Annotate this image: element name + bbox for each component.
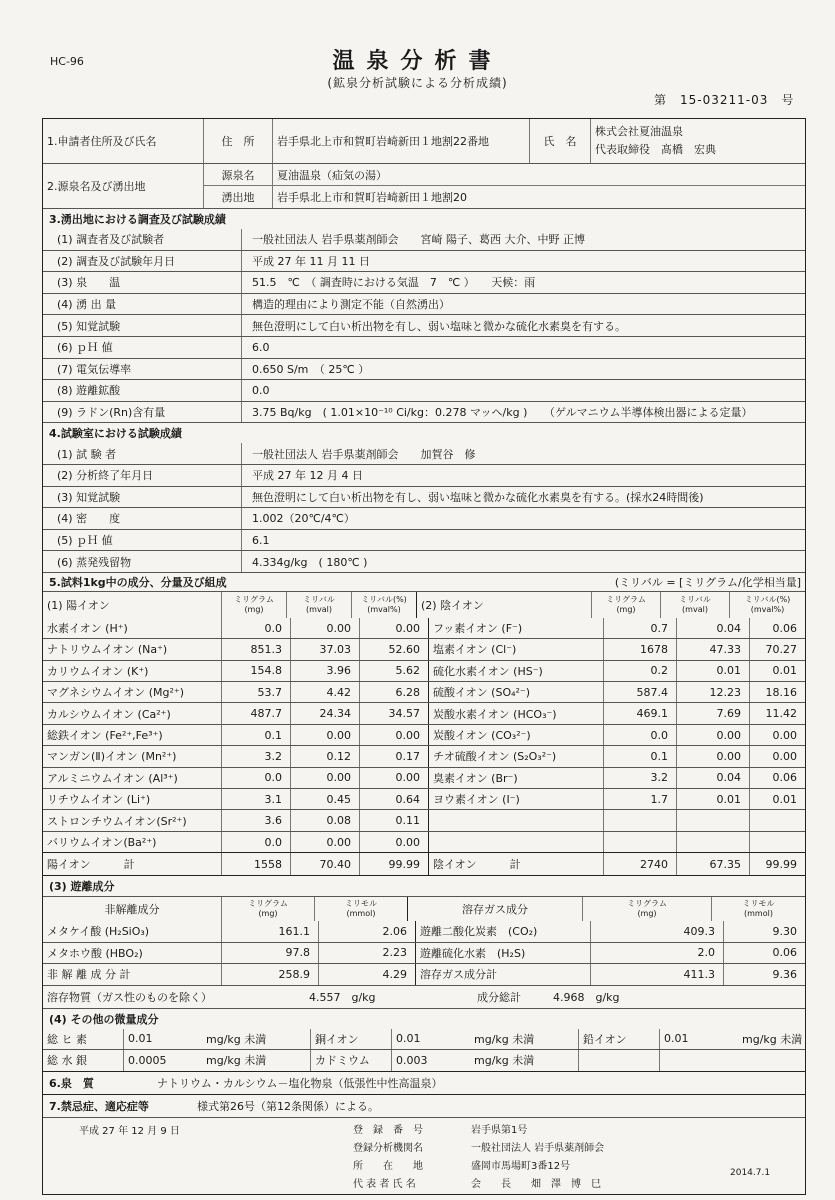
anion-mg: 587.4 [603,682,676,702]
anion-pct: 0.06 [749,768,805,788]
cation-mval: 0.45 [290,789,359,809]
ion-row [43,660,805,681]
s4-item-label: (4) 密 度 [57,512,121,526]
spring-quality-value: ナトリウム・カルシウム－塩化物泉（低張性中性高温泉） [157,1076,443,1090]
anion-pct: 0.01 [749,661,805,681]
section3-items [43,229,805,422]
cation-name: アルミニウムイオン (Al³⁺) [47,771,178,785]
ion-row [43,724,805,745]
spring-quality-row [43,1071,805,1094]
cation-mval: 0.00 [290,618,359,638]
col-pct-unit: (mval%) [367,604,401,614]
free-components-title: (3) 遊離成分 [49,880,115,894]
certification-line [353,1139,805,1154]
nd-mmol: 2.23 [318,943,415,964]
nd-mg: 161.1 [221,921,318,942]
col-mmol-unit-nd: (mmol) [346,909,376,919]
s4-item-value: 一般社団法人 岩手県薬剤師会 加賀谷 修 [241,443,805,464]
anion-name: チオ硫酸イオン (S₂O₃²⁻) [428,746,603,766]
s4-item-label: (6) 蒸発残留物 [57,555,132,569]
anion-pct [749,810,805,830]
cation-name: カルシウムイオン (Ca²⁺) [47,707,171,721]
certification-value: 岩手県第1号 [471,1125,528,1137]
cation-total-label: 陽イオン 計 [47,858,135,872]
cation-pct: 6.28 [359,682,428,702]
anion-mg: 0.1 [603,746,676,766]
trace-row [43,1029,805,1050]
gas-name: 溶存ガス成分計 [415,964,590,985]
ion-row [43,767,805,788]
s4-item-value: 6.1 [241,530,805,551]
cation-pct: 0.00 [359,768,428,788]
anion-pct: 18.16 [749,682,805,702]
anion-mval: 0.01 [676,789,749,809]
s3-item-value: 構造的理由により測定不能（自然湧出） [241,294,805,315]
cation-mval: 3.96 [290,661,359,681]
s4-item-label: (5) ｐＨ 値 [57,534,113,548]
trace-row [43,1049,805,1071]
s3-item-value: 0.0 [241,380,805,401]
trace-value: 0.003 [391,1050,470,1071]
page-subtitle: (鉱泉分析試験による分析成績) [327,76,508,90]
trace-name: 総 水 銀 [47,1054,87,1068]
document-number: 第 15-03211-03 号 [654,93,795,107]
s4-item-row [43,507,805,529]
certification-key: 登録分析機関名 [353,1143,423,1155]
cation-mval: 24.34 [290,703,359,723]
anion-mg [603,810,676,830]
cation-mg: 3.2 [221,746,290,766]
applicant-row [43,119,805,163]
s4-item-label: (2) 分析終了年月日 [57,469,154,483]
spring-location-value: 岩手県北上市和賀町岩崎新田１地割20 [272,186,805,208]
anion-name: 硫化水素イオン (HS⁻) [428,661,603,681]
s3-item-label: (8) 遊離鉱酸 [57,384,121,398]
ion-row [43,745,805,766]
col-mg-unit-nd: (mg) [258,909,278,919]
section5-title: 5.試料1kg中の成分、分量及び組成 [49,575,227,589]
nd-mg: 97.8 [221,943,318,964]
ion-row [43,618,805,638]
trace-title: (4) その他の微量成分 [49,1012,159,1026]
cation-total-mval: 70.40 [290,853,359,875]
col-pct: ミリバル(%) [361,594,407,604]
cation-mg: 3.1 [221,789,290,809]
free-components-header [43,875,805,896]
col-mval-unit-anion: (mval) [682,604,708,614]
company-name: 株式会社夏油温泉 [595,125,683,138]
gas-mmol: 9.30 [723,921,805,942]
gas-mg: 409.3 [590,921,723,942]
cation-name: ナトリウムイオン (Na⁺) [47,643,168,657]
col-mval: ミリバル [303,594,335,604]
s4-item-row [43,529,805,551]
source-name-label: 源泉名 [221,168,255,182]
address-value: 岩手県北上市和賀町岩崎新田１地割22番地 [272,119,529,163]
anion-pct [749,832,805,852]
anion-total-label: 陰イオン 計 [428,853,603,875]
dissolved-value: 4.557 g/kg [309,990,376,1004]
certification-value: 会 長 畑 澤 博 巳 [471,1179,601,1191]
anion-name: 炭酸水素イオン (HCO₃⁻) [428,703,603,723]
ion-row [43,831,805,852]
s3-item-row [43,271,805,293]
name-label: 氏 名 [529,119,590,163]
col-mg-nd: ミリグラム [248,899,288,909]
s3-item-value: 3.75 Bq/kg ( 1.01×10⁻¹⁰ Ci/kg：0.278 マッヘ/kg ) （ゲルマニウム半導体検出器による定量） [241,402,805,423]
anion-mval: 12.23 [676,682,749,702]
s3-item-row [43,379,805,401]
anion-mval [676,810,749,830]
gas-mg: 411.3 [590,964,723,985]
trace-name: カドミウム [310,1050,391,1071]
free-row [43,921,805,942]
gas-name: 遊離硫化水素 (H₂S) [415,943,590,964]
s3-item-label: (9) ラドン(Rn)含有量 [57,406,166,420]
s3-item-value: 51.5 ℃ （ 調査時における気温 7 ℃ ） 天候：雨 [241,272,805,293]
anion-mg: 1678 [603,639,676,659]
anion-mval [676,832,749,852]
cation-mg: 3.6 [221,810,290,830]
col-mg-unit: (mg) [244,604,264,614]
anion-mval: 47.33 [676,639,749,659]
s3-item-row [43,336,805,358]
certification-key: 登 録 番 号 [353,1125,423,1137]
name-value [590,119,805,163]
anion-mg: 1.7 [603,789,676,809]
indications-row [43,1094,805,1117]
col-mg-gas: ミリグラム [627,899,667,909]
ion-row [43,788,805,809]
form-code: HC-96 [50,55,84,68]
ion-row [43,809,805,830]
s3-item-value: 一般社団法人 岩手県薬剤師会 宮崎 陽子、葛西 大介、中野 正博 [241,229,805,250]
cation-mval: 0.00 [290,832,359,852]
anion-mg: 3.2 [603,768,676,788]
anion-mval: 0.04 [676,618,749,638]
cation-mg: 487.7 [221,703,290,723]
nd-mmol: 2.06 [318,921,415,942]
cation-name: バリウムイオン(Ba²⁺) [47,836,157,849]
anion-mval: 0.00 [676,725,749,745]
representative-name: 代表取締役 髙橋 宏典 [595,143,716,156]
anion-total-mg: 2740 [603,853,676,875]
trace-unit: mg/kg 未満 [206,1032,267,1046]
trace-rows [43,1029,805,1071]
trace-name [578,1050,659,1071]
cation-mval: 0.00 [290,768,359,788]
s3-item-value: 0.650 S/m （ 25℃ ） [241,359,805,380]
anion-pct: 0.01 [749,789,805,809]
s4-item-row [43,464,805,486]
certification-lines [353,1118,805,1194]
anion-mval: 0.01 [676,661,749,681]
anion-name [428,832,603,852]
gas-mmol: 9.36 [723,964,805,985]
nondissociated-title: 非解離成分 [104,903,160,917]
cation-mg: 53.7 [221,682,290,702]
trace-name: 銅イオン [310,1029,391,1050]
anion-total-pct: 99.99 [749,853,805,875]
col-mg-unit-gas: (mg) [637,909,657,919]
cation-pct: 0.00 [359,725,428,745]
gas-name: 遊離二酸化炭素 (CO₂) [415,921,590,942]
anion-mg: 0.7 [603,618,676,638]
cation-name: マグネシウムイオン (Mg²⁺) [47,686,184,700]
trace-unit: mg/kg 未満 [474,1054,535,1068]
source-label: 2.源泉名及び湧出地 [47,180,146,193]
anion-title: (2) 陰イオン [416,592,591,618]
gas-mmol: 0.06 [723,943,805,964]
section4-header [43,422,805,443]
s4-item-value: 1.002（20℃/4℃） [241,508,805,529]
cation-pct: 0.17 [359,746,428,766]
indications-value: 様式第26号（第12条関係）による。 [197,1099,379,1113]
free-rows [43,921,805,985]
ion-row [43,638,805,659]
nd-mg: 258.9 [221,964,318,985]
s4-item-row [43,486,805,508]
trace-value [659,1050,738,1071]
col-mg-anion: ミリグラム [606,594,646,604]
s3-item-label: (1) 調査者及び試験者 [57,233,165,247]
anion-name [428,810,603,830]
cation-pct: 34.57 [359,703,428,723]
s3-item-row [43,250,805,272]
section5-header [43,572,805,591]
total-value: 4.968 g/kg [553,990,620,1004]
gas-mg: 2.0 [590,943,723,964]
trace-unit [738,1050,805,1071]
spring-quality-label: 6.泉 質 [49,1076,94,1090]
col-mg: ミリグラム [234,594,274,604]
section3-title: 3.湧出地における調査及び試験成績 [49,213,226,226]
cation-pct: 5.62 [359,661,428,681]
indications-label: 7.禁忌症、適応症等 [49,1099,149,1113]
col-mmol-gas: ミリモル [742,899,775,909]
cation-mg: 0.0 [221,768,290,788]
ion-row [43,702,805,723]
analysis-table [42,118,806,1195]
s3-item-value: 6.0 [241,337,805,358]
dissolved-label: 溶存物質（ガス性のものを除く） [47,990,212,1004]
anion-name: 塩素イオン (Cl⁻) [428,639,603,659]
anion-name: 臭素イオン (Br⁻) [428,768,603,788]
col-pct-anion: ミリバル(%) [744,594,791,604]
ion-row [43,681,805,702]
cation-mg: 0.0 [221,618,290,638]
anion-pct: 11.42 [749,703,805,723]
anion-name: 炭酸イオン (CO₃²⁻) [428,725,603,745]
cation-mval: 0.12 [290,746,359,766]
nd-name: 非 解 離 成 分 計 [47,968,131,982]
anion-mg: 469.1 [603,703,676,723]
gas-title: 溶存ガス成分 [407,897,582,921]
s4-item-value: 無色澄明にして白い析出物を有し、弱い塩味と微かな硫化水素臭を有する。(採水24時間後) [241,487,805,508]
col-mval-unit: (mval) [306,604,332,614]
trace-name: 総 ヒ 素 [47,1032,87,1046]
s3-item-label: (4) 湧 出 量 [57,298,117,312]
ion-rows [43,618,805,852]
col-mmol-unit-gas: (mmol) [744,909,773,919]
total-label: 成分総計 [477,990,521,1004]
section3-header [43,208,805,229]
s3-item-row [43,358,805,380]
cation-title: (1) 陽イオン [47,598,110,612]
free-column-header [43,896,805,921]
nd-name: メタケイ酸 (H₂SiO₃) [47,925,150,939]
cation-name: 総鉄イオン (Fe²⁺,Fe³⁺) [47,729,163,743]
trace-unit: mg/kg 未満 [206,1054,267,1068]
certification-key: 代 表 者 氏 名 [353,1179,416,1191]
free-row [43,963,805,985]
cation-mval: 37.03 [290,639,359,659]
s3-item-label: (2) 調査及び試験年月日 [57,254,176,268]
section4-items [43,443,805,572]
cation-pct: 52.60 [359,639,428,659]
trace-value: 0.01 [123,1029,202,1050]
s4-item-value: 平成 27 年 12 月 4 日 [241,465,805,486]
cation-mval: 4.42 [290,682,359,702]
trace-value: 0.01 [659,1029,738,1050]
s4-item-label: (3) 知覚試験 [57,490,121,504]
s4-item-row [43,550,805,572]
anion-name: 硫酸イオン (SO₄²⁻) [428,682,603,702]
source-row [43,163,805,208]
ion-column-header [43,591,805,618]
anion-total-mval: 67.35 [676,853,749,875]
anion-pct: 0.00 [749,725,805,745]
certification-block [43,1117,805,1194]
anion-name: ヨウ素イオン (I⁻) [428,789,603,809]
anion-mval: 7.69 [676,703,749,723]
anion-name: フッ素イオン (F⁻) [428,618,603,638]
trace-value: 0.0005 [123,1050,202,1071]
cation-total-pct: 99.99 [359,853,428,875]
source-name-value: 夏油温泉（疝気の湯） [272,164,805,185]
col-mval-anion: ミリバル [679,594,711,604]
certification-line [353,1121,805,1136]
dissolved-row [43,985,805,1008]
anion-pct: 0.00 [749,746,805,766]
cation-pct: 0.11 [359,810,428,830]
trace-unit: mg/kg 未満 [474,1032,535,1046]
trace-unit: mg/kg 未満 [742,1032,803,1046]
section4-title: 4.試験室における試験成績 [49,427,182,441]
s3-item-label: (3) 泉 温 [57,276,121,290]
form-revision-date: 2014.7.1 [730,1168,771,1178]
issue-date: 平成 27 年 12 月 9 日 [79,1125,180,1137]
s3-item-value: 平成 27 年 11 月 11 日 [241,251,805,272]
anion-mg [603,832,676,852]
applicant-label: 1.申請者住所及び氏名 [47,135,157,148]
s3-item-row [43,314,805,336]
col-mg-unit-anion: (mg) [616,604,636,614]
cation-mval: 0.08 [290,810,359,830]
spring-location-label: 湧出地 [221,191,255,204]
page-title: 温泉分析書 [332,49,503,74]
s3-item-label: (7) 電気伝導率 [57,362,132,376]
s3-item-row [43,229,805,250]
s3-item-row [43,293,805,315]
anion-mg: 0.0 [603,725,676,745]
address-label: 住 所 [203,119,272,163]
certification-key: 所 在 地 [353,1161,423,1173]
cation-pct: 0.64 [359,789,428,809]
cation-name: カリウムイオン (K⁺) [47,664,149,678]
cation-name: 水素イオン (H⁺) [47,622,128,636]
s3-item-label: (5) 知覚試験 [57,319,121,333]
s4-item-value: 4.334g/kg ( 180℃ ) [241,551,805,572]
trace-value: 0.01 [391,1029,470,1050]
cation-pct: 0.00 [359,832,428,852]
cation-mg: 0.1 [221,725,290,745]
free-row [43,942,805,964]
col-mmol-nd: ミリモル [345,899,377,909]
cation-mg: 0.0 [221,832,290,852]
cation-pct: 0.00 [359,618,428,638]
anion-mg: 0.2 [603,661,676,681]
anion-mval: 0.04 [676,768,749,788]
col-pct-unit-anion: (mval%) [750,604,785,614]
cation-mval: 0.00 [290,725,359,745]
nd-name: メタホウ酸 (HBO₂) [47,946,143,960]
cation-name: ストロンチウムイオン(Sr²⁺) [47,814,187,828]
certification-value: 一般社団法人 岩手県薬剤師会 [471,1143,605,1155]
s4-item-row [43,443,805,464]
cation-mg: 154.8 [221,661,290,681]
trace-name: 鉛イオン [578,1029,659,1050]
cation-name: マンガン(Ⅱ)イオン (Mn²⁺) [47,750,177,764]
trace-header [43,1008,805,1029]
anion-mval: 0.00 [676,746,749,766]
cation-name: リチウムイオン (Li⁺) [47,793,151,807]
cation-total-mg: 1558 [221,853,290,875]
anion-pct: 0.06 [749,618,805,638]
s3-item-row [43,401,805,423]
ion-total-row [43,852,805,875]
nd-mmol: 4.29 [318,964,415,985]
s3-item-label: (6) ｐＨ 値 [57,341,113,355]
section5-note: (ミリバル = [ミリグラム/化学相当量] [614,575,801,589]
s3-item-value: 無色澄明にして白い析出物を有し、弱い塩味と微かな硫化水素臭を有する。 [241,315,805,336]
anion-pct: 70.27 [749,639,805,659]
cation-mg: 851.3 [221,639,290,659]
s4-item-label: (1) 試 験 者 [57,447,117,461]
certification-value: 盛岡市馬場町3番12号 [471,1161,571,1173]
